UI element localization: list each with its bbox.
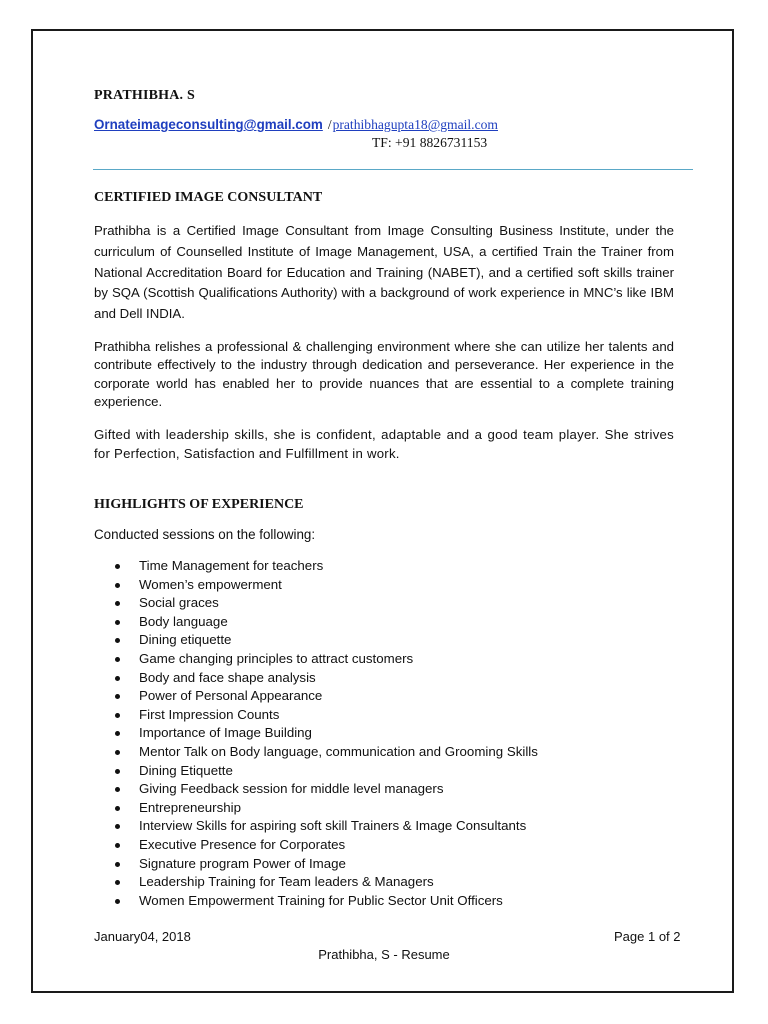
list-item-label: Importance of Image Building	[139, 725, 312, 741]
list-item-label: Women’s empowerment	[139, 576, 282, 592]
list-item	[113, 873, 538, 892]
highlights-list	[113, 557, 538, 910]
list-item	[113, 780, 538, 799]
list-item-label: Signature program Power of Image	[139, 855, 346, 871]
bullet-icon	[115, 731, 120, 736]
footer-date: January04, 2018	[94, 929, 191, 944]
list-item-label: Giving Feedback session for middle level managers	[139, 781, 444, 797]
bullet-icon	[115, 806, 120, 811]
highlights-intro: Conducted sessions on the following:	[94, 527, 316, 542]
list-item-label: Power of Personal Appearance	[139, 688, 323, 704]
list-item	[113, 576, 538, 595]
email-secondary-link[interactable]: prathibhagupta18@gmail.com	[332, 117, 498, 132]
list-item	[113, 762, 538, 781]
candidate-name: PRATHIBHA. S	[94, 88, 195, 103]
list-item-label: Body and face shape analysis	[139, 669, 316, 685]
list-item	[113, 836, 538, 855]
list-item	[113, 743, 538, 762]
list-item-label: Executive Presence for Corporates	[139, 836, 346, 852]
list-item	[113, 594, 538, 613]
bullet-icon	[115, 787, 120, 792]
list-item	[113, 631, 538, 650]
footer-document-title: Prathibha, S - Resume	[318, 947, 450, 962]
list-item-label: Interview Skills for aspiring soft skill Trainers & Image Consultants	[139, 818, 527, 834]
header-divider	[93, 169, 693, 170]
list-item	[113, 650, 538, 669]
list-item-label: Social graces	[139, 595, 219, 611]
list-item-label: Body language	[139, 613, 228, 629]
list-item-label: Leadership Training for Team leaders & Managers	[139, 874, 434, 890]
list-item	[113, 855, 538, 874]
list-item-label: Game changing principles to attract customers	[139, 650, 414, 666]
list-item	[113, 817, 538, 836]
list-item-label: Women Empowerment Training for Public Sector Unit Officers	[139, 892, 503, 908]
list-item	[113, 687, 538, 706]
list-item-label: First Impression Counts	[139, 706, 280, 722]
bullet-icon	[115, 713, 120, 718]
bullet-icon	[115, 694, 120, 699]
highlights-heading: HIGHLIGHTS OF EXPERIENCE	[94, 497, 304, 512]
bullet-icon	[115, 899, 120, 904]
bullet-icon	[115, 676, 120, 681]
bullet-icon	[115, 638, 120, 643]
list-item	[113, 669, 538, 688]
list-item-label: Entrepreneurship	[139, 799, 242, 815]
summary-paragraph-3: Gifted with leadership skills, she is confident, adaptable and a good team player. She strives for Perfection, Satisfaction and Fulfillment in work.	[94, 427, 674, 461]
email-primary-link[interactable]: Ornateimageconsulting@gmail.com	[94, 117, 323, 132]
list-item	[113, 892, 538, 911]
bullet-icon	[115, 601, 120, 606]
summary-heading: CERTIFIED IMAGE CONSULTANT	[94, 190, 323, 205]
bullet-icon	[115, 862, 120, 867]
email-line	[94, 117, 498, 133]
bullet-icon	[115, 824, 120, 829]
phone-number: TF: +91 8826731153	[372, 135, 488, 150]
footer-page-number: Page 1 of 2	[614, 929, 681, 944]
bullet-icon	[115, 620, 120, 625]
bullet-icon	[115, 750, 120, 755]
list-item	[113, 799, 538, 818]
email-separator: /	[327, 117, 332, 132]
list-item	[113, 724, 538, 743]
list-item	[113, 557, 538, 576]
list-item-label: Dining etiquette	[139, 632, 232, 648]
bullet-icon	[115, 880, 120, 885]
bullet-icon	[115, 769, 120, 774]
summary-paragraph-1: Prathibha is a Certified Image Consultant from Image Consulting Business Institute, under the curriculum of Counselled Institute of Image Management, USA, a certified Train the Trainer from National Accreditation Board for Education and Training (NABET), and a certified soft skills trainer by SQA (Scottish Qualifications Authority) with a background of work experience in MNC’s like IBM and Dell INDIA.	[94, 223, 674, 322]
list-item-label: Dining Etiquette	[139, 762, 233, 778]
list-item	[113, 706, 538, 725]
list-item-label: Time Management for teachers	[139, 558, 324, 573]
bullet-icon	[115, 843, 120, 848]
bullet-icon	[115, 583, 120, 588]
bullet-icon	[115, 657, 120, 662]
summary-paragraph-2: Prathibha relishes a professional & challenging environment where she can utilize her talents and contribute effectively to the industry through dedication and perseverance. Her experience in the corporate world has enabled her to provide nuances that are essential to a complete training experience.	[94, 339, 674, 410]
list-item-label: Mentor Talk on Body language, communication and Grooming Skills	[139, 743, 538, 759]
bullet-icon	[115, 564, 120, 569]
list-item	[113, 613, 538, 632]
